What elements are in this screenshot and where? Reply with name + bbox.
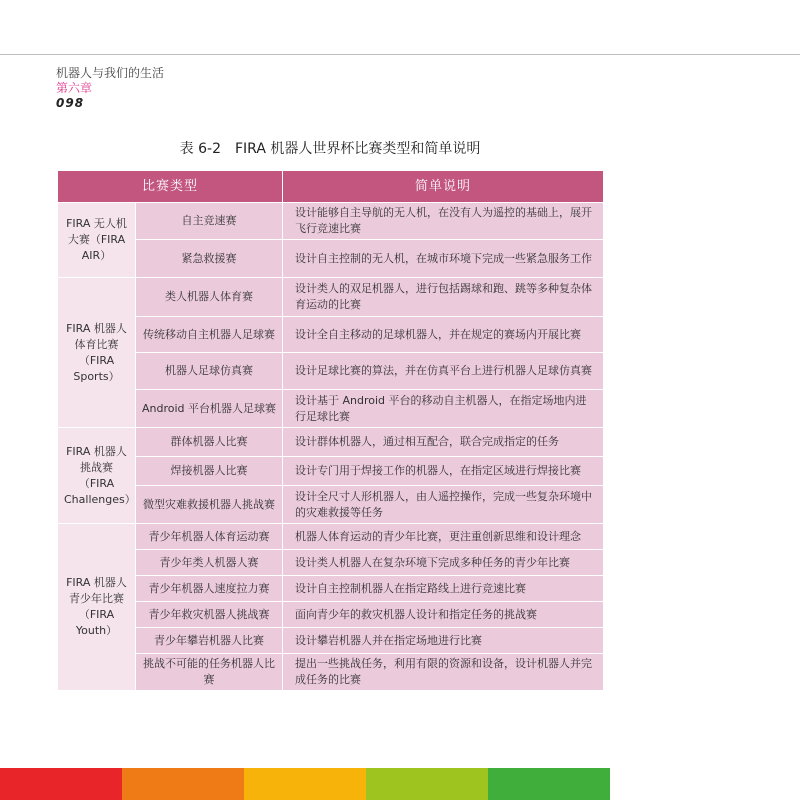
- category-cell: FIRA 机器人体育比赛（FIRA Sports）: [58, 278, 136, 428]
- category-cell: FIRA 机器人挑战赛（FIRA Challenges）: [58, 428, 136, 524]
- table-row: [58, 602, 604, 628]
- competition-name-cell: 青少年攀岩机器人比赛: [136, 628, 283, 654]
- table-header-row: [58, 171, 604, 203]
- description-cell: 设计群体机器人，通过相互配合，联合完成指定的任务: [283, 428, 604, 457]
- competition-name-cell: 微型灾难救援机器人挑战赛: [136, 486, 283, 524]
- competition-name-cell: 青少年机器人速度拉力赛: [136, 576, 283, 602]
- table-row: [58, 203, 604, 240]
- top-rule: [0, 54, 800, 55]
- color-stripe-segment: [366, 768, 488, 800]
- color-stripe-segment: [488, 768, 610, 800]
- description-cell: 提出一些挑战任务，利用有限的资源和设备，设计机器人并完成任务的比赛: [283, 654, 604, 691]
- description-cell: 设计攀岩机器人并在指定场地进行比赛: [283, 628, 604, 654]
- description-cell: 设计类人的双足机器人，进行包括踢球和跑、跳等多种复杂体育运动的比赛: [283, 278, 604, 317]
- color-stripe-segment: [0, 768, 122, 800]
- competition-name-cell: 焊接机器人比赛: [136, 457, 283, 486]
- table-row: [58, 628, 604, 654]
- table-row: [58, 390, 604, 428]
- competition-name-cell: 类人机器人体育赛: [136, 278, 283, 317]
- color-stripe-segment: [244, 768, 366, 800]
- page-number: 098: [56, 96, 85, 110]
- competition-name-cell: 紧急救援赛: [136, 240, 283, 278]
- color-stripe-bar: [0, 768, 610, 800]
- table-body: [58, 203, 604, 691]
- description-cell: 设计基于 Android 平台的移动自主机器人，在指定场地内进行足球比赛: [283, 390, 604, 428]
- competition-name-cell: 青少年救灾机器人挑战赛: [136, 602, 283, 628]
- description-cell: 面向青少年的救灾机器人设计和指定任务的挑战赛: [283, 602, 604, 628]
- competition-name-cell: 青少年机器人体育运动赛: [136, 524, 283, 550]
- competition-name-cell: 挑战不可能的任务机器人比赛: [136, 654, 283, 691]
- table-caption: 表 6-2 FIRA 机器人世界杯比赛类型和简单说明: [179, 141, 481, 157]
- competition-table: [57, 170, 604, 691]
- header-competition-type: 比赛类型: [58, 171, 283, 203]
- description-cell: 设计专门用于焊接工作的机器人，在指定区域进行焊接比赛: [283, 457, 604, 486]
- description-cell: 设计全自主移动的足球机器人，并在规定的赛场内开展比赛: [283, 317, 604, 353]
- category-cell: FIRA 机器人青少年比赛（FIRA Youth）: [58, 524, 136, 691]
- table-row: [58, 428, 604, 457]
- table-row: [58, 486, 604, 524]
- book-title: 机器人与我们的生活: [56, 66, 165, 80]
- competition-name-cell: 机器人足球仿真赛: [136, 353, 283, 390]
- competition-name-cell: Android 平台机器人足球赛: [136, 390, 283, 428]
- competition-name-cell: 青少年类人机器人赛: [136, 550, 283, 576]
- competition-name-cell: 传统移动自主机器人足球赛: [136, 317, 283, 353]
- table-row: [58, 457, 604, 486]
- description-cell: 设计足球比赛的算法，并在仿真平台上进行机器人足球仿真赛: [283, 353, 604, 390]
- running-head: [56, 66, 164, 111]
- header-description: 简单说明: [283, 171, 604, 203]
- competition-name-cell: 自主竞速赛: [136, 203, 283, 240]
- description-cell: 设计全尺寸人形机器人，由人遥控操作，完成一些复杂环境中的灾难救援等任务: [283, 486, 604, 524]
- table-row: [58, 524, 604, 550]
- table-row: [58, 317, 604, 353]
- table-row: [58, 550, 604, 576]
- color-stripe-segment: [122, 768, 244, 800]
- table-row: [58, 353, 604, 390]
- table-row: [58, 654, 604, 691]
- description-cell: 机器人体育运动的青少年比赛，更注重创新思维和设计理念: [283, 524, 604, 550]
- description-cell: 设计自主控制机器人在指定路线上进行竞速比赛: [283, 576, 604, 602]
- chapter-label: 第六章: [56, 81, 93, 95]
- table-row: [58, 576, 604, 602]
- table-row: [58, 240, 604, 278]
- description-cell: 设计自主控制的无人机，在城市环境下完成一些紧急服务工作: [283, 240, 604, 278]
- competition-name-cell: 群体机器人比赛: [136, 428, 283, 457]
- table-row: [58, 278, 604, 317]
- description-cell: 设计能够自主导航的无人机，在没有人为遥控的基础上，展开飞行竞速比赛: [283, 203, 604, 240]
- description-cell: 设计类人机器人在复杂环境下完成多种任务的青少年比赛: [283, 550, 604, 576]
- category-cell: FIRA 无人机大赛（FIRA AIR）: [58, 203, 136, 278]
